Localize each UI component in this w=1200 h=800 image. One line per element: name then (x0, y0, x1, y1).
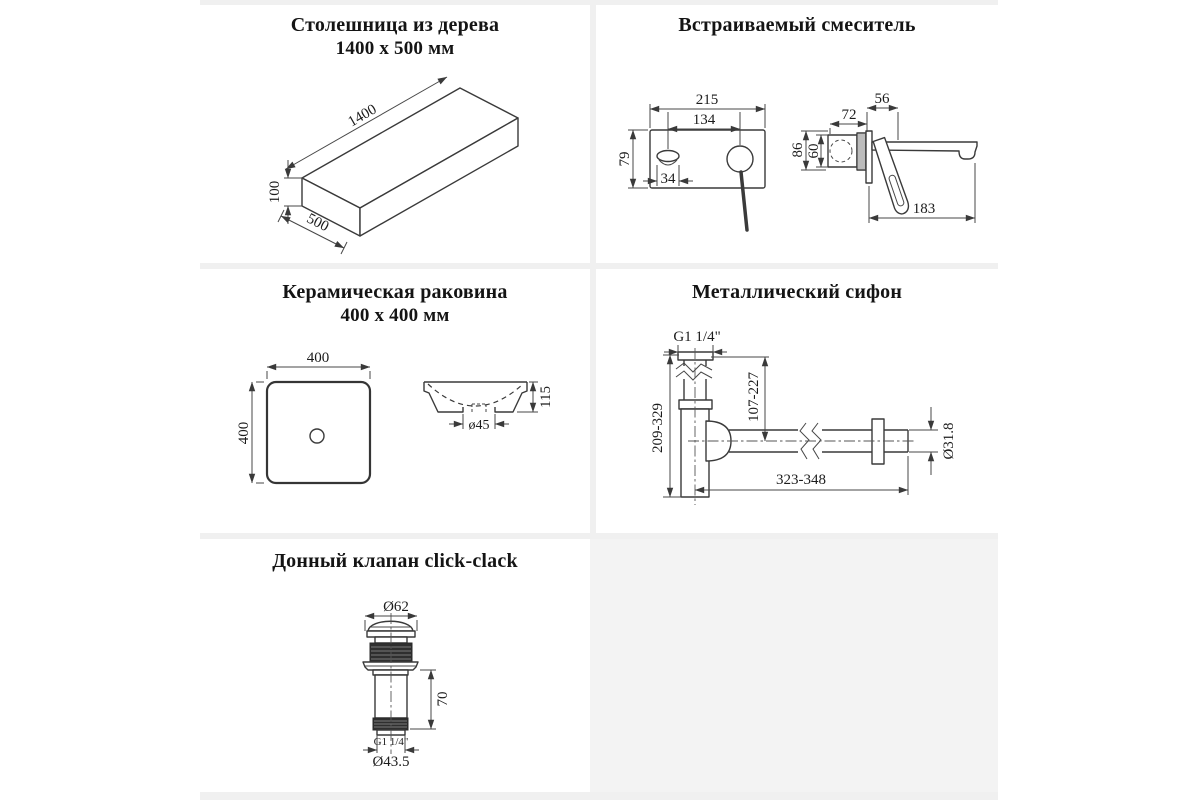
empty-tile (590, 539, 998, 792)
panel-title: Керамическая раковина (282, 281, 508, 303)
dim-body-height: 86 (790, 142, 806, 158)
dim-plate-height: 79 (617, 151, 633, 167)
dim-height: 115 (538, 386, 554, 408)
dim-length: 1400 (345, 101, 380, 131)
dim-hole-spacing: 134 (692, 112, 716, 128)
dim-thickness: 100 (267, 180, 283, 204)
panel-title: Столешница из дерева (290, 14, 500, 36)
panel-sink (200, 269, 590, 533)
panel-mixer (596, 5, 998, 263)
panel-valve (200, 539, 590, 792)
dim-plate-width: 215 (695, 92, 719, 108)
panel-siphon (596, 269, 998, 533)
dim-body-height: 70 (435, 691, 451, 707)
mixer-side-view (790, 91, 977, 223)
panel-title: Металлический сифон (691, 281, 903, 303)
dim-thread: G1 1/4" (373, 736, 409, 748)
mixer-front-view (617, 92, 765, 230)
panel-subtitle: 1400 x 500 мм (335, 38, 455, 59)
panel-title: Встраиваемый смеситель (678, 14, 916, 36)
dim-pipe-diameter: Ø31.8 (941, 422, 957, 460)
sink-side-view (424, 382, 554, 433)
dim-inlet-height: 107-227 (746, 372, 762, 422)
siphon-drawing (596, 269, 998, 533)
valve-body (363, 613, 418, 754)
panel-title: Донный клапан click-clack (272, 550, 518, 572)
dim-drain-diameter: ø45 (468, 418, 490, 433)
dim-wall-depth: 56 (874, 91, 890, 107)
mixer-drawing (596, 5, 998, 263)
panel-countertop (200, 5, 590, 263)
dim-cartridge-height: 60 (806, 143, 822, 159)
plank-outline (302, 88, 518, 236)
dim-depth: 400 (236, 421, 252, 445)
dim-spout-hole: 34 (660, 171, 676, 187)
dim-depth: 500 (303, 210, 332, 236)
bottom-strip (200, 792, 998, 800)
dim-spout-reach: 183 (912, 201, 936, 217)
panel-subtitle: 400 x 400 мм (340, 305, 450, 326)
sink-top-view (236, 350, 370, 483)
dim-height-range: 209-329 (650, 403, 666, 453)
dim-body-depth: 72 (841, 107, 857, 123)
dim-thread: G1 1/4" (673, 329, 721, 345)
dim-thread-diameter: Ø43.5 (372, 754, 410, 770)
dim-cap-diameter: Ø62 (383, 599, 409, 615)
dim-width: 400 (306, 350, 330, 366)
valve-drawing (200, 539, 590, 792)
dim-outlet-length: 323-348 (776, 472, 826, 488)
